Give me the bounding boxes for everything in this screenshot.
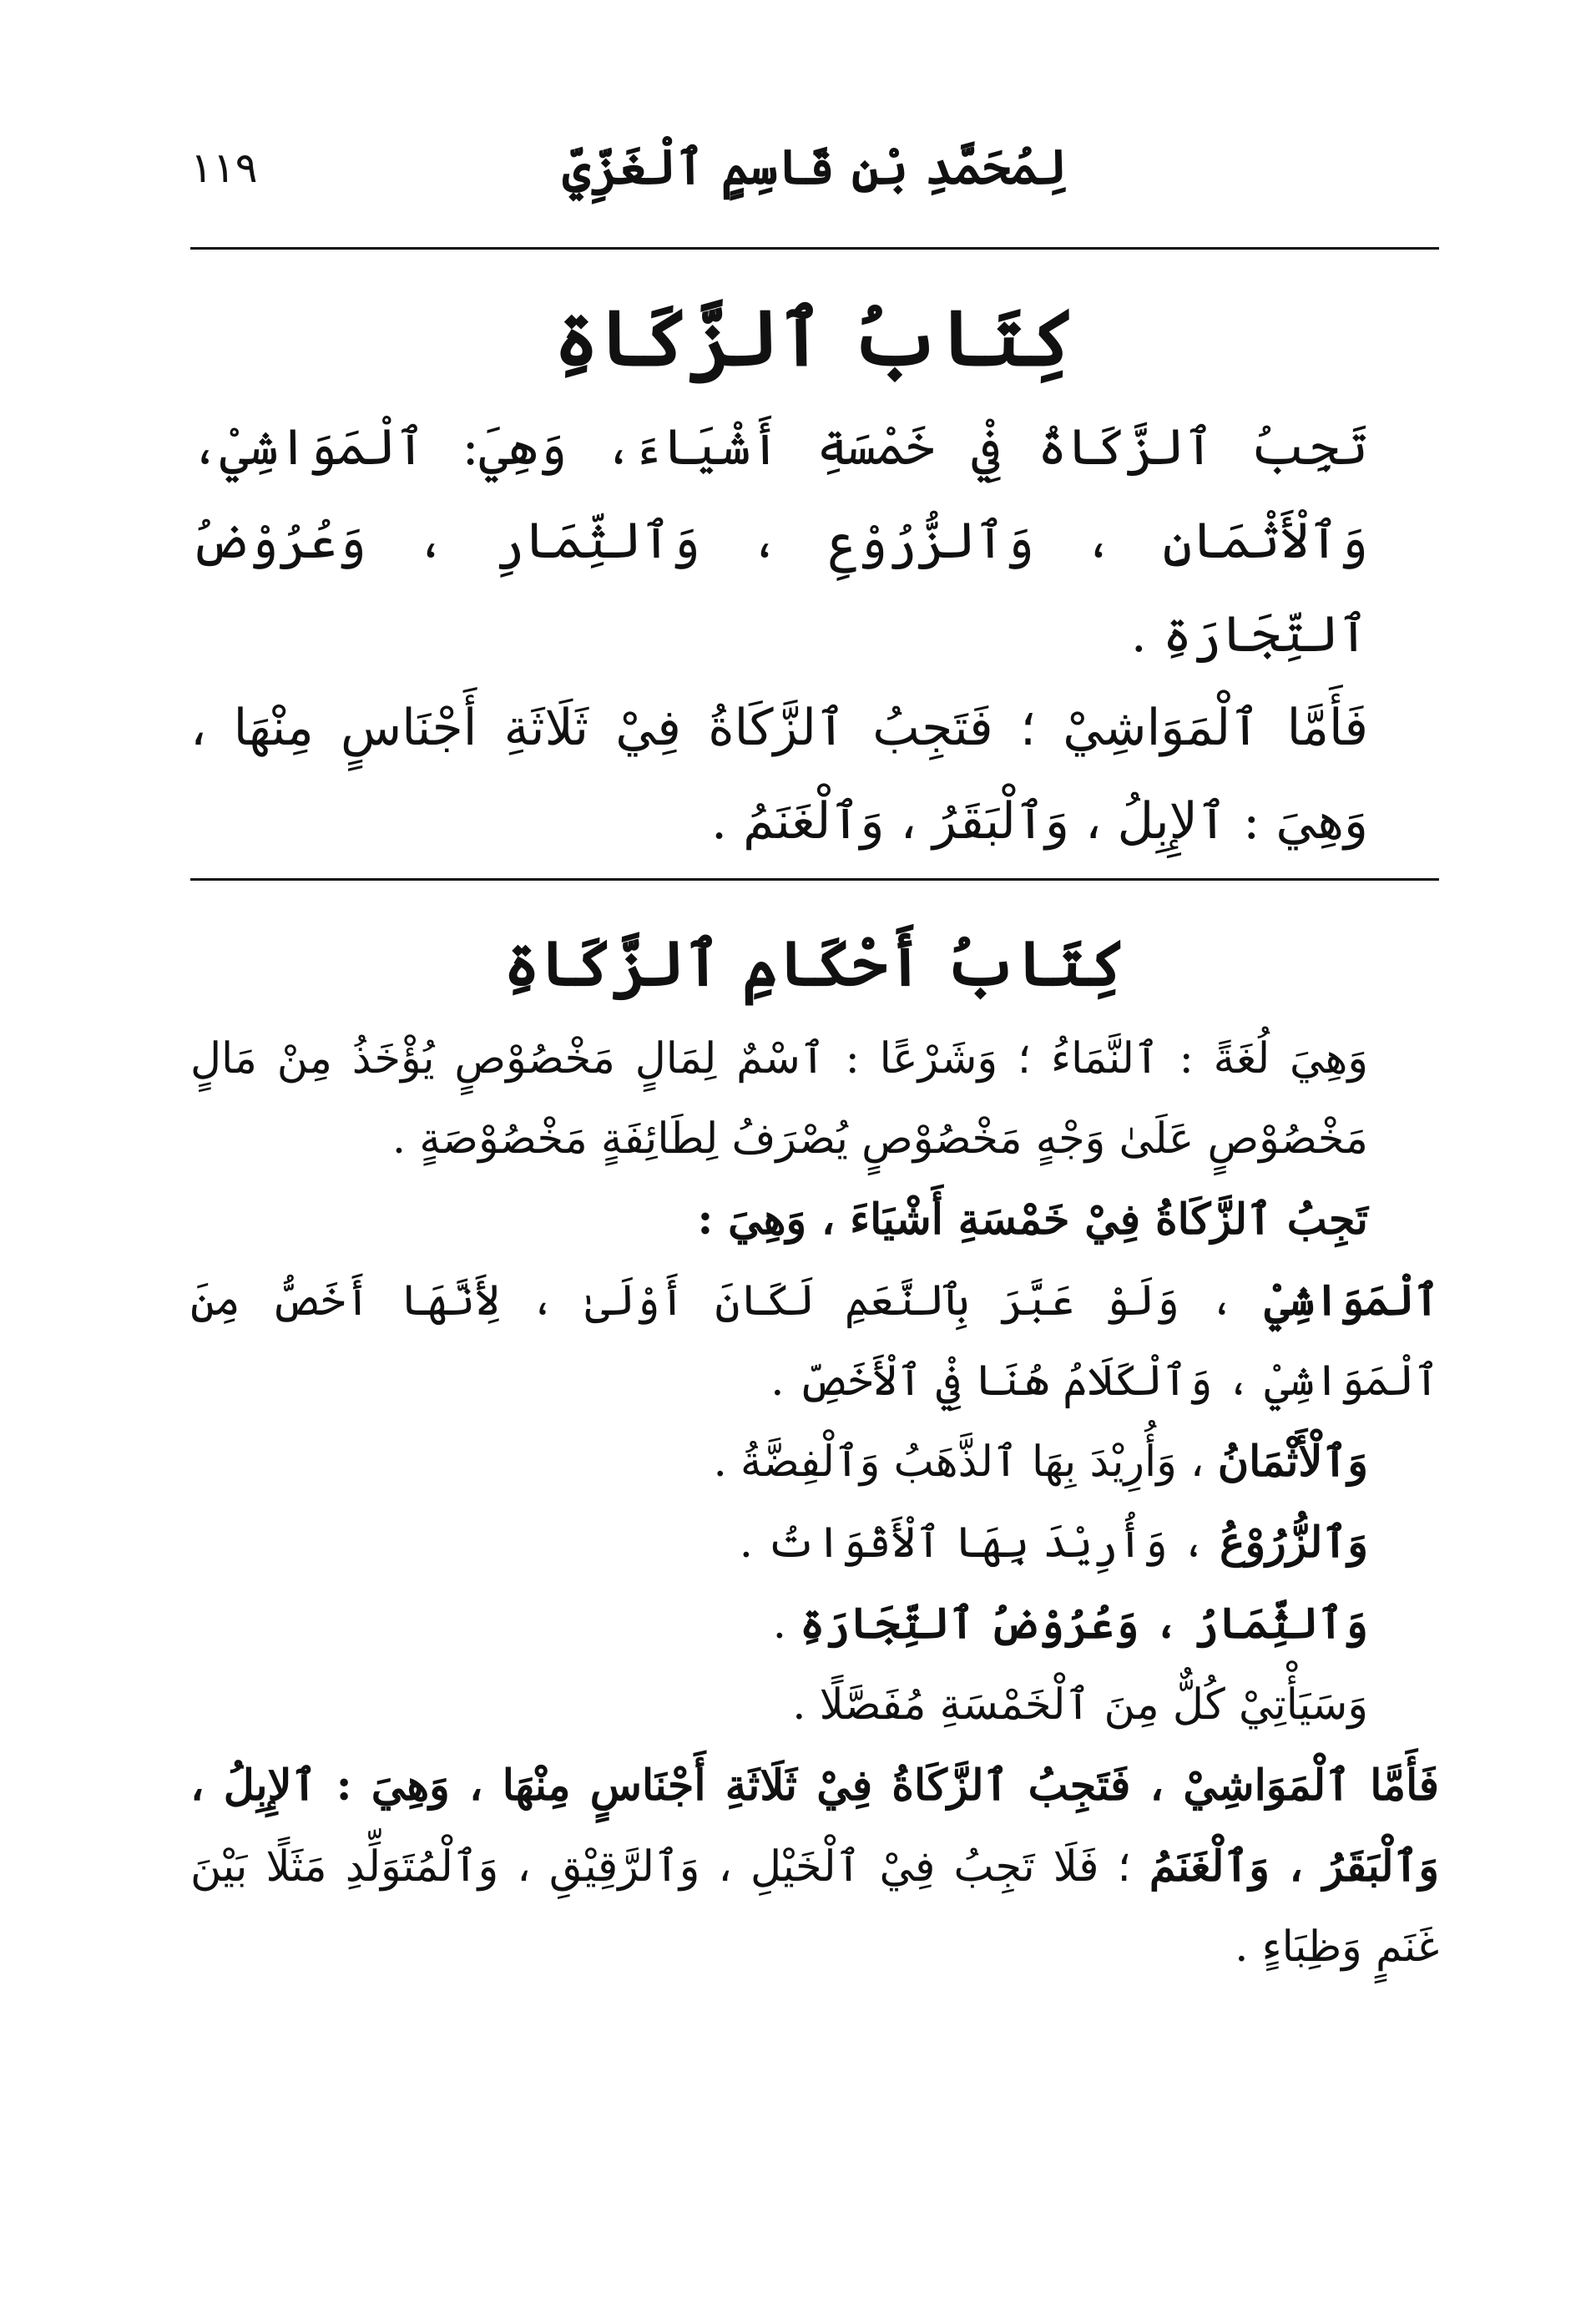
section-divider [190,878,1439,881]
matn-paragraph: تَجِبُ ٱلزَّكَاةُ فِيْ خَمْسَةِ أَشْيَاءَ، وَهِيَ: ٱلْمَوَاشِيْ، وَٱلْأَثْمَانِ ، وَٱلزُّرُوْعِ ، وَٱلثِّمَارِ ، وَعُرُوْضُ ٱلتِّجَارَةِ . [190,418,1368,664]
sharh-paragraph [190,1503,1439,1584]
header-rule [190,247,1439,250]
paragraph-bold-lead: وَٱلثِّمَارُ ، وَعُرُوْضُ ٱلتِّجَارَةِ [800,1599,1368,1649]
running-title: لِمُحَمَّدِ بْنِ قَاسِمٍ ٱلْغَزِّيِّ [562,139,1068,195]
paragraph-bold-lead: وَٱلْأَثْمَانُ [1217,1437,1368,1487]
sharh-paragraph [190,1665,1439,1746]
book-page [190,0,1439,2309]
sharh-paragraph [190,1422,1439,1503]
page-number: ١١٩ [190,144,258,192]
paragraph-text: . [772,1599,801,1649]
sharh-section [190,910,1439,1988]
paragraph-bold-lead: ٱلْمَوَاشِيْ [1264,1276,1439,1326]
matn-heading: كِتَابُ ٱلزَّكَاةِ [553,293,1076,383]
paragraph-text: وَهِيَ لُغَةً : ٱلنَّمَاءُ ؛ وَشَرْعًا : ٱسْمٌ لِمَالٍ مَخْصُوْصٍ يُؤْخَذُ مِنْ مَالٍ مَخْصُوْصٍ عَلَىٰ وَجْهٍ مَخْصُوْصٍ يُصْرَفُ لِطَائِفَةٍ مَخْصُوْصَةٍ . [190,1034,1368,1164]
sharh-paragraph [190,1180,1439,1261]
sharh-paragraph [190,1584,1439,1665]
paragraph-text: ، وَأُرِيْدَ بِهَا ٱلْأَقْوَاتُ . [739,1518,1220,1568]
matn-section [190,275,1439,868]
sharh-paragraph [190,1746,1439,1988]
paragraph-text: ؛ فَلَا تَجِبُ فِيْ ٱلْخَيْلِ ، وَٱلرَّقِيْقِ ، وَٱلْمُتَوَلِّدِ مَثَلًا بَيْنَ غَنَمٍ وَظِبَاءٍ . [190,1842,1439,1972]
sharh-paragraph [190,1261,1439,1422]
sharh-paragraph [190,1018,1439,1180]
matn-paragraph: فَأَمَّا ٱلْمَوَاشِيْ ؛ فَتَجِبُ ٱلزَّكَاةُ فِيْ ثَلَاثَةِ أَجْنَاسٍ مِنْهَا ، وَهِيَ : ٱلإِبِلُ ، وَٱلْبَقَرُ ، وَٱلْغَنَمُ . [190,699,1368,851]
running-header [190,125,1439,225]
paragraph-bold-lead: تَجِبُ ٱلزَّكَاةُ فِيْ خَمْسَةِ أَشْيَاءَ ، وَهِيَ : [697,1195,1368,1245]
sharh-heading: كِتَابُ أَحْكَامِ ٱلزَّكَاةِ [503,928,1126,1000]
paragraph-text: ، وَأُرِيْدَ بِهَا ٱلذَّهَبُ وَٱلْفِضَّةُ . [713,1437,1218,1487]
paragraph-text: ، وَلَوْ عَبَّرَ بِٱلنَّعَمِ لَكَانَ أَوْلَىٰ ، لِأَنَّهَا أَخَصُّ مِنَ ٱلْمَوَاشِيْ ، وَٱلْكَلَامُ هُنَا فِيْ ٱلْأَخَصِّ . [190,1276,1439,1406]
paragraph-bold-lead: وَٱلزُّرُوْعُ [1220,1518,1368,1568]
paragraph-text: وَسَيَأْتِيْ كُلٌّ مِنَ ٱلْخَمْسَةِ مُفَصَّلًا . [792,1680,1368,1730]
paragraph-bold-lead: فَأَمَّا ٱلْمَوَاشِيْ ، فَتَجِبُ ٱلزَّكَاةُ فِيْ ثَلَاثَةِ أَجْنَاسٍ مِنْهَا ، وَهِيَ : ٱلإِبِلُ ، وَٱلْبَقَرُ ، وَٱلْغَنَمُ [190,1761,1439,1892]
